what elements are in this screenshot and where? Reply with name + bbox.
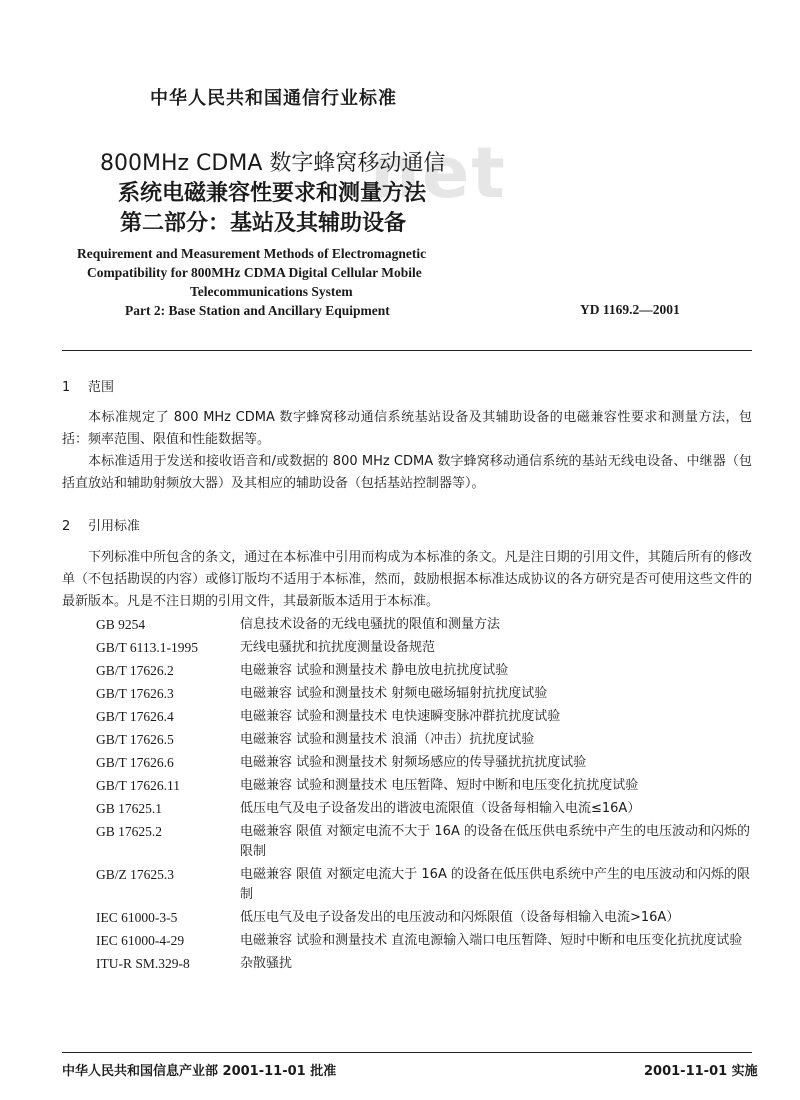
cn-title-line-1: 800MHz CDMA 数字蜂窝移动通信 — [100, 151, 446, 176]
paragraph: 本标准适用于发送和接收语音和/或数据的 800 MHz CDMA 数字蜂窝移动通信系统的基站无线电设备、中继器（包括直放站和辅助射频放大器）及其相应的辅助设备（包括基站控制器等）。 — [62, 454, 752, 491]
approval-notice: 中华人民共和国信息产业部 2001-11-01 批准 — [62, 1064, 337, 1079]
reference-code: GB/T 17626.5 — [96, 732, 174, 747]
reference-item — [96, 707, 766, 727]
reference-title: 电磁兼容 试验和测量技术 射频场感应的传导骚扰抗扰度试验 — [240, 755, 587, 770]
reference-code: GB 17625.1 — [96, 801, 163, 816]
reference-item — [96, 865, 766, 905]
reference-title: 电磁兼容 限值 对额定电流大于 16A 的设备在低压供电系统中产生的电压波动和闪烁的限制 — [240, 867, 750, 902]
reference-item — [96, 753, 766, 773]
reference-title: 电磁兼容 试验和测量技术 电压暂降、短时中断和电压变化抗扰度试验 — [240, 778, 639, 793]
reference-title: 杂散骚扰 — [240, 956, 293, 971]
reference-title: 电磁兼容 限值 对额定电流不大于 16A 的设备在低压供电系统中产生的电压波动和闪烁的限制 — [240, 824, 750, 859]
reference-item — [96, 799, 766, 819]
reference-item — [96, 684, 766, 704]
section-1-heading — [62, 376, 114, 395]
reference-item — [96, 954, 766, 974]
reference-title: 无线电骚扰和抗扰度测量设备规范 — [240, 640, 436, 655]
section-2-heading — [62, 515, 140, 534]
en-title-line-2: Compatibility for 800MHz CDMA Digital Cellular Mobile — [87, 265, 422, 280]
section-title: 范围 — [88, 380, 115, 395]
reference-code: GB 9254 — [96, 617, 146, 632]
reference-item — [96, 638, 766, 658]
reference-item — [96, 931, 766, 951]
section-title: 引用标准 — [88, 519, 141, 534]
reference-code: ITU-R SM.329-8 — [96, 956, 190, 971]
reference-item — [96, 908, 766, 928]
reference-code: GB/T 17626.11 — [96, 778, 181, 793]
header-divider — [62, 350, 752, 351]
paragraph: 本标准规定了 800 MHz CDMA 数字蜂窝移动通信系统基站设备及其辅助设备的电磁兼容性要求和测量方法，包括：频率范围、限值和性能数据等。 — [62, 410, 752, 447]
reference-item — [96, 822, 766, 862]
en-title-line-3: Telecommunications System — [190, 284, 353, 299]
reference-item — [96, 776, 766, 796]
reference-title: 电磁兼容 试验和测量技术 静电放电抗扰度试验 — [240, 663, 509, 678]
reference-title: 电磁兼容 试验和测量技术 电快速瞬变脉冲群抗扰度试验 — [240, 709, 561, 724]
implementation-date: 2001-11-01 实施 — [644, 1064, 758, 1079]
en-title-line-1: Requirement and Measurement Methods of Electromagnetic — [77, 246, 427, 261]
reference-code: GB/T 17626.2 — [96, 663, 174, 678]
reference-code: GB/T 17626.4 — [96, 709, 174, 724]
watermark: net — [370, 132, 507, 214]
reference-code: IEC 61000-4-29 — [96, 933, 185, 948]
reference-code: GB/T 17626.6 — [96, 755, 174, 770]
reference-item — [96, 615, 766, 635]
section-number: 2 — [62, 519, 71, 534]
reference-list — [96, 615, 766, 977]
reference-title: 电磁兼容 试验和测量技术 浪涌（冲击）抗扰度试验 — [240, 732, 535, 747]
reference-title: 电磁兼容 试验和测量技术 射频电磁场辐射抗扰度试验 — [240, 686, 548, 701]
reference-title: 低压电气及电子设备发出的电压波动和闪烁限值（设备每相输入电流>16A） — [240, 910, 680, 925]
cn-title-line-3: 第二部分：基站及其辅助设备 — [120, 211, 407, 236]
reference-code: GB/Z 17625.3 — [96, 867, 175, 882]
reference-code: GB/T 6113.1-1995 — [96, 640, 199, 655]
standard-code: YD 1169.2—2001 — [580, 302, 680, 317]
reference-code: GB 17625.2 — [96, 824, 163, 839]
section-1-body — [62, 407, 752, 495]
reference-title: 低压电气及电子设备发出的谐波电流限值（设备每相输入电流≤16A） — [240, 801, 641, 816]
section-number: 1 — [62, 380, 71, 395]
reference-title: 信息技术设备的无线电骚扰的限值和测量方法 — [240, 617, 501, 632]
en-title-line-4: Part 2: Base Station and Ancillary Equipment — [125, 303, 390, 318]
reference-code: GB/T 17626.3 — [96, 686, 174, 701]
paragraph: 下列标准中所包含的条文，通过在本标准中引用而构成为本标准的条文。凡是注日期的引用文件，其随后所有的修改单（不包括勘误的内容）或修订版均不适用于本标准，然而，鼓励根据本标准达成协议的各方研究是否可使用这些文件的最新版本。凡是不注日期的引用文件，其最新版本适用于本标准。 — [62, 550, 752, 609]
reference-item — [96, 661, 766, 681]
reference-code: IEC 61000-3-5 — [96, 910, 178, 925]
section-2-body — [62, 547, 752, 613]
cn-title-line-2: 系统电磁兼容性要求和测量方法 — [118, 181, 427, 206]
footer-divider — [62, 1052, 752, 1053]
reference-title: 电磁兼容 试验和测量技术 直流电源输入端口电压暂降、短时中断和电压变化抗扰度试验 — [240, 933, 743, 948]
standard-category-header: 中华人民共和国通信行业标准 — [150, 88, 397, 109]
reference-item — [96, 730, 766, 750]
